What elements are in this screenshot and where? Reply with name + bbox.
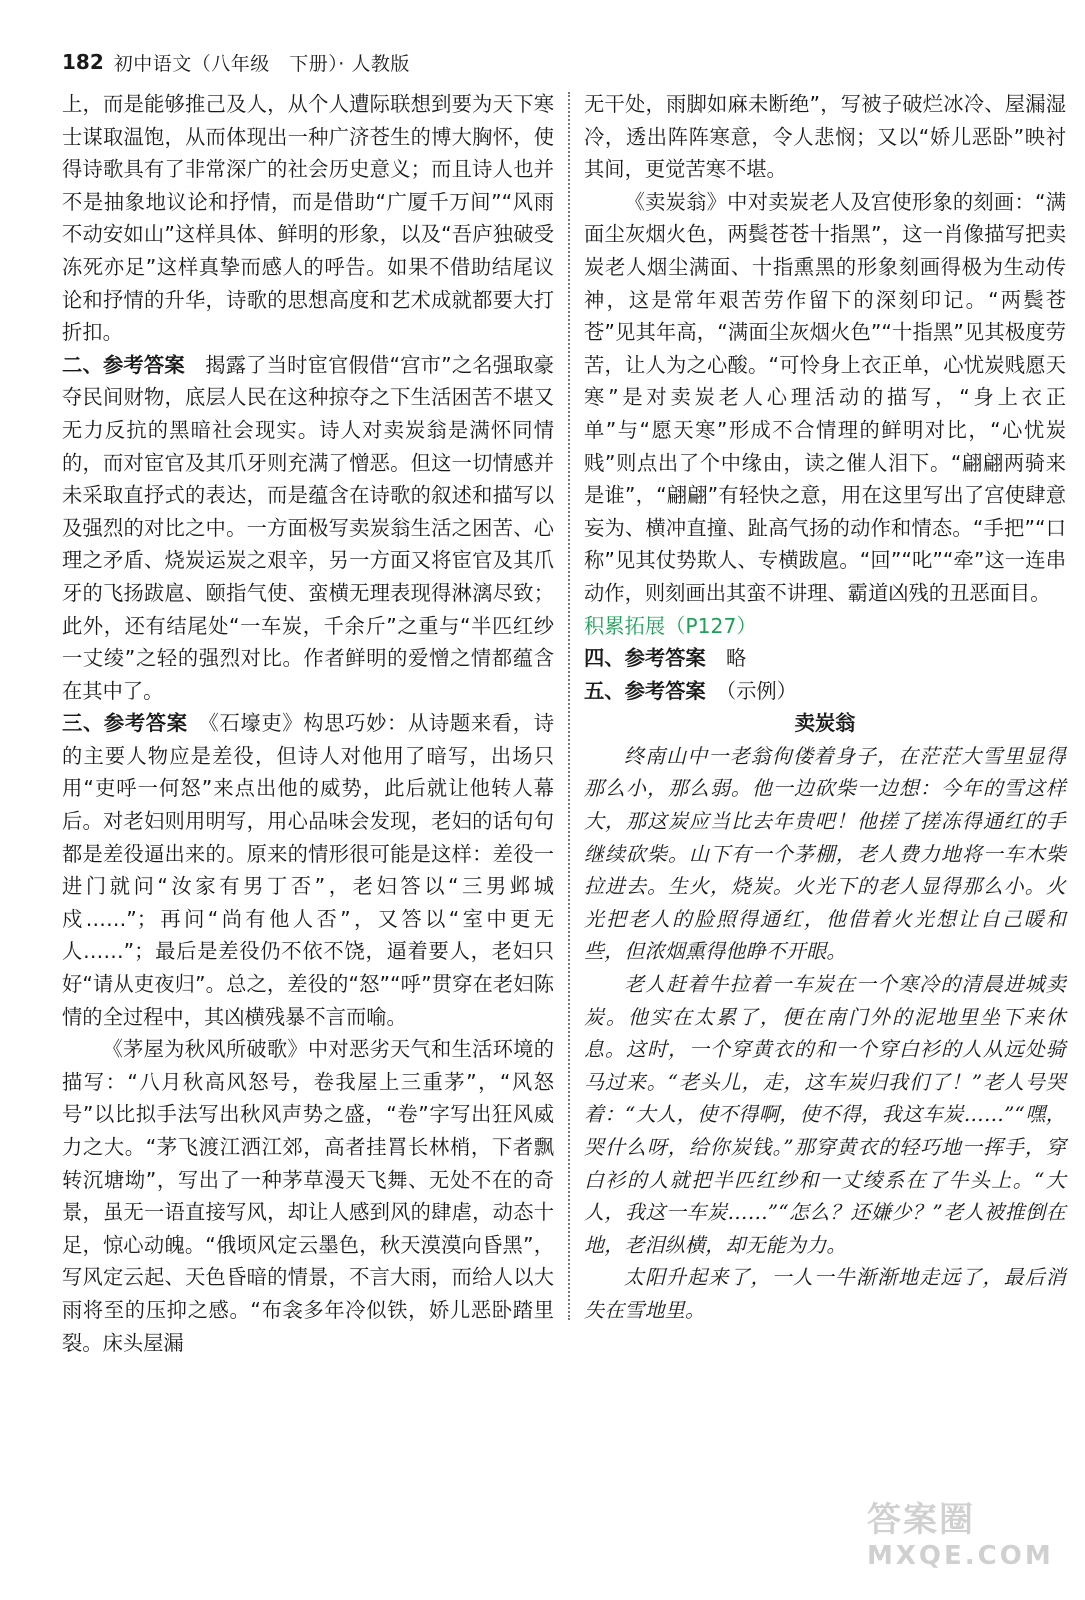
book-title: 初中语文（八年级 下册）· 人教版 [113, 52, 410, 75]
story-title: 卖炭翁 [794, 711, 856, 736]
page-number: 182 [62, 50, 104, 74]
paragraph-maowu: 《茅屋为秋风所破歌》中对恶劣天气和生活环境的描写：“八月秋高风怒号，卷我屋上三重茅”，“风怒号”以比拟手法写出秋风声势之盛，“卷”字写出狂风威力之大。“茅飞渡江洒江郊，高者挂罥长林梢，下者飘转沉塘坳”，写出了一种茅草漫天飞舞、无处不在的奇景，虽无一语直接写风，却让人感到风的肆虐，动态十足，惊心动魄。“俄顷风定云墨色，秋天漠漠向昏黑”，写风定云起、天色昏暗的情景，不言大雨，而给人以大雨将至的压抑之感。“布衾多年冷似铁，娇儿恶卧踏里裂。床头屋漏 [62, 1037, 554, 1355]
story-paragraph-1: 终南山中一老翁佝偻着身子，在茫茫大雪里显得那么小，那么弱。他一边砍柴一边想：今年的雪这样大，那这炭应当比去年贵吧！他搓了搓冻得通红的手继续砍柴。山下有一个茅棚，老人费力地将一车木柴拉进去。生火，烧炭。火光下的老人显得那么小。火光把老人的脸照得通红，他借着火光想让自己暖和些，但浓烟熏得他睁不开眼。 [584, 743, 1066, 964]
answer-section-4 [584, 642, 1066, 675]
section-2-text: 揭露了当时宦官假借“宫市”之名强取豪夺民间财物，底层人民在这种掠夺之下生活困苦不堪又无力反抗的黑暗社会现实。诗人对卖炭翁是满怀同情的，而对宦官及其爪牙则充满了憎恶。但这一切情感并未采取直抒式的表达，而是蕴含在诗歌的叙述和描写以及强烈的对比之中。一方面极写卖炭翁生活之困苦、心理之矛盾、烧炭运炭之艰辛，另一方面又将宦官及其爪牙的飞扬跋扈、颐指气使、蛮横无理表现得淋漓尽致；此外，还有结尾处“一车炭，千余斤”之重与“半匹红纱一丈绫”之轻的强烈对比。作者鲜明的爱憎之情都蕴含在其中了。 [62, 352, 554, 703]
left-column [62, 88, 554, 1359]
watermark-bottom: MXQE.COM [867, 1541, 1054, 1571]
answer-section-2 [62, 349, 554, 708]
section-2-label: 二、参考答案 [62, 352, 185, 377]
story-paragraph-2: 老人赶着牛拉着一车炭在一个寒冷的清晨进城卖炭。他实在太累了，便在南门外的泥地里坐下来休息。这时，一个穿黄衣的和一个穿白衫的人从远处骑马过来。“老头儿，走，这车炭归我们了！”老人号哭着：“大人，使不得啊，使不得，我这车炭……”“嘿，哭什么呀，给你炭钱。”那穿黄衣的轻巧地一挥手，穿白衫的人就把半匹红纱和一丈绫系在了牛头上。“大人，我这一车炭……”“怎么？还嫌少？”老人被推倒在地，老泪纵横，却无能为力。 [584, 972, 1066, 1257]
watermark-logo [867, 1500, 1057, 1582]
section-4-text: 略 [705, 646, 747, 671]
page-header [62, 46, 410, 78]
answer-section-5 [584, 675, 1066, 708]
story-paragraph-3: 太阳升起来了，一人一牛渐渐地走远了，最后消失在雪地里。 [584, 1265, 1066, 1322]
section-3-label: 三、参考答案 [62, 711, 188, 736]
column-divider [568, 92, 570, 1320]
section-4-label: 四、参考答案 [584, 646, 706, 671]
section-5-label: 五、参考答案 [584, 678, 706, 703]
section-heading-accumulation: 积累拓展（P127） [584, 613, 757, 638]
section-3-text: 《石壕吏》构思巧妙：从诗题来看，诗的主要人物应是差役，但诗人对他用了暗写，出场只用“吏呼一何怒”来点出他的威势，此后就让他转人幕后。对老妇则用明写，用心品味会发现，老妇的话句句都是差役逼出来的。原来的情形很可能是这样：差役一进门就问“汝家有男丁否”，老妇答以“三男邺城戍……”；再问“尚有他人否”，又答以“室中更无人……”；最后是差役仍不依不饶，逼着要人，老妇只好“请从吏夜归”。总之，差役的“怒”“呼”贯穿在老妇陈情的全过程中，其凶横残暴不言而喻。 [62, 711, 554, 1029]
watermark-top: 答案圈 [867, 1500, 975, 1540]
section-5-text: （示例） [705, 678, 797, 703]
paragraph-continued-right: 无干处，雨脚如麻未断绝”，写被子破烂冰冷、屋漏湿冷，透出阵阵寒意，令人悲悯；又以“娇儿恶卧”映衬其间，更觉苦寒不堪。 [584, 92, 1066, 182]
paragraph-continued: 上，而是能够推己及人，从个人遭际联想到要为天下寒士谋取温饱，从而体现出一种广济苍生的博大胸怀，使得诗歌具有了非常深广的社会历史意义；而且诗人也并不是抽象地议论和抒情，而是借助“广厦千万间”“风雨不动安如山”这样具体、鲜明的形象，以及“吾庐独破受冻死亦足”这样真挚而感人的呼告。如果不借助结尾议论和抒情的升华，诗歌的思想高度和艺术成就都要大打折扣。 [62, 92, 554, 345]
answer-section-3 [62, 707, 554, 1033]
right-column [584, 88, 1066, 1327]
paragraph-maitanweng: 《卖炭翁》中对卖炭老人及宫使形象的刻画：“满面尘灰烟火色，两鬓苍苍十指黑”，这一肖像描写把卖炭老人烟尘满面、十指熏黑的形象刻画得极为生动传神，这是常年艰苦劳作留下的深刻印记。“两鬓苍苍”见其年高，“满面尘灰烟火色”“十指黑”见其极度劳苦，让人为之心酸。“可怜身上衣正单，心忧炭贱愿天寒”是对卖炭老人心理活动的描写，“身上衣正单”与“愿天寒”形成不合情理的鲜明对比，“心忧炭贱”则点出了个中缘由，读之催人泪下。“翩翩两骑来是谁”，“翩翩”有轻快之意，用在这里写出了宫使肆意妄为、横冲直撞、趾高气扬的动作和情态。“手把”“口称”见其仗势欺人、专横跋扈。“回”“叱”“牵”这一连串动作，则刻画出其蛮不讲理、霸道凶残的丑恶面目。 [584, 189, 1066, 605]
